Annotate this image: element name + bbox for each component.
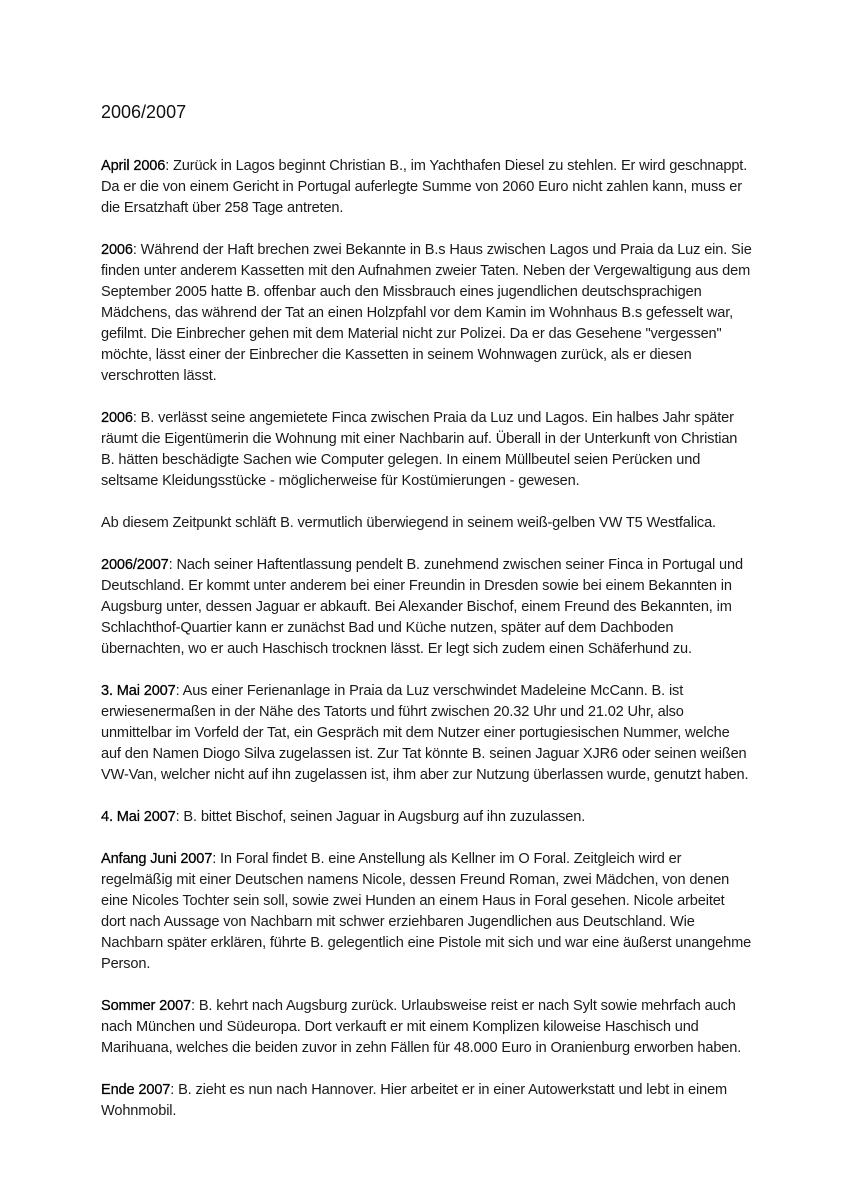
entry-text: : In Foral findet B. eine Anstellung als Kellner im O Foral. Zeitgleich wird er regelmäßig mit einer Deutschen namens Nicole, dessen Freund Roman, zwei Mädchen, von denen eine Nicoles Tochter sein soll, sowie zwei Hunden an einem Haus in Foral gesehen. Nicole arbeitet dort nach Aussage von Nachbarn mit schwer erziehbaren Jugendlichen aus Deutschland. Wie Nachbarn später erklären, führte B. gelegentlich eine Pistole mit sich und war eine äußerst unangehme Person. xyxy=(101,851,752,972)
entry-text: : Nach seiner Haftentlassung pendelt B. zunehmend zwischen seiner Finca in Portugal und Deutschland. Er kommt unter anderem bei einer Freundin in Dresden sowie bei einem Bekannten in Augsburg unter, dessen Jaguar er abkauft. Bei Alexander Bischof, einem Freund des Bekannten, im Schlachthof-Quartier kann er zunächst Bad und Küche nutzen, später auf dem Dachboden übernachten, wo er auch Haschisch trocknen lässt. Er legt sich zudem einen Schäferhund zu. xyxy=(101,557,743,657)
entry-text: : B. kehrt nach Augsburg zurück. Urlaubsweise reist er nach Sylt sowie mehrfach auch nach München und Südeuropa. Dort verkauft er mit einem Komplizen kiloweise Haschisch und Marihuana, welches die beiden zuvor in zehn Fällen für 48.000 Euro in Oranienburg erworben haben. xyxy=(101,998,742,1056)
entry-text: : B. zieht es nun nach Hannover. Hier arbeitet er in einer Autowerkstatt und lebt in einem Wohnmobil. xyxy=(101,1082,728,1119)
entry-2006-burglary xyxy=(101,240,752,387)
entry-date: 4. Mai 2007 xyxy=(101,809,176,825)
entry-date: 2006/2007 xyxy=(101,557,169,573)
entry-text: : Zurück in Lagos beginnt Christian B., im Yachthafen Diesel zu stehlen. Er wird geschnappt. Da er die von einem Gericht in Portugal auferlegte Summe von 2060 Euro nicht zahlen kann, muss er die Ersatzhaft über 258 Tage antreten. xyxy=(101,158,748,216)
entry-april-2006 xyxy=(101,156,752,219)
entry-text: : Aus einer Ferienanlage in Praia da Luz verschwindet Madeleine McCann. B. ist erwiesenermaßen in der Nähe des Tatorts und führt zwischen 20.32 Uhr und 21.02 Uhr, also unmittelbar im Vorfeld der Tat, ein Gespräch mit dem Nutzer einer portugiesischen Nummer, welche auf den Namen Diogo Silva zugelassen ist. Zur Tat könnte B. seinen Jaguar XJR6 oder seinen weißen VW-Van, welcher nicht auf ihn zugelassen ist, ihm aber zur Nutzung überlassen wurde, genutzt haben. xyxy=(101,683,749,783)
entry-date: Ende 2007 xyxy=(101,1082,171,1098)
entry-3-mai-2007 xyxy=(101,681,752,786)
entry-date: Sommer 2007 xyxy=(101,998,192,1014)
entry-text: : B. verlässt seine angemietete Finca zwischen Praia da Luz und Lagos. Ein halbes Jahr später räumt die Eigentümerin die Wohnung mit einer Nachbarin auf. Überall in der Unterkunft von Christian B. hätten beschädigte Sachen wie Computer gelegen. In einem Müllbeutel seien Perücken und seltsame Kleidungsstücke - möglicherweise für Kostümierungen - gewesen. xyxy=(101,410,738,489)
entry-date: 3. Mai 2007 xyxy=(101,683,176,699)
entry-anfang-juni-2007 xyxy=(101,849,752,975)
entry-date: April 2006 xyxy=(101,158,166,174)
entry-sommer-2007 xyxy=(101,996,752,1059)
entry-text: : B. bittet Bischof, seinen Jaguar in Augsburg auf ihn zuzulassen. xyxy=(175,809,586,825)
entry-2006-2007 xyxy=(101,555,752,660)
entry-ende-2007 xyxy=(101,1080,752,1122)
entry-text: Ab diesem Zeitpunkt schläft B. vermutlich überwiegend in seinem weiß-gelben VW T5 Westfalica. xyxy=(101,515,716,531)
entry-date: 2006 xyxy=(101,242,133,258)
entry-date: 2006 xyxy=(101,410,133,426)
entry-4-mai-2007 xyxy=(101,807,752,828)
entry-date: Anfang Juni 2007 xyxy=(101,851,213,867)
document-title: 2006/2007 xyxy=(101,102,187,122)
entry-text: : Während der Haft brechen zwei Bekannte in B.s Haus zwischen Lagos und Praia da Luz ein. Sie finden unter anderem Kassetten mit den Aufnahmen zweier Taten. Neben der Vergewaltigung aus dem September 2005 hatte B. offenbar auch den Missbrauch eines jugendlichen deutschsprachigen Mädchens, das während der Tat an einen Holzpfahl vor dem Kamin im Wohnhaus B.s gefesselt war, gefilmt. Die Einbrecher gehen mit dem Material nicht zur Polizei. Da er das Gesehene "vergessen" möchte, lässt einer der Einbrecher die Kassetten in seinem Wohnwagen zurück, als er diesen verschrotten lässt. xyxy=(101,242,752,384)
entry-van-note xyxy=(101,513,752,534)
entry-2006-finca xyxy=(101,408,752,492)
